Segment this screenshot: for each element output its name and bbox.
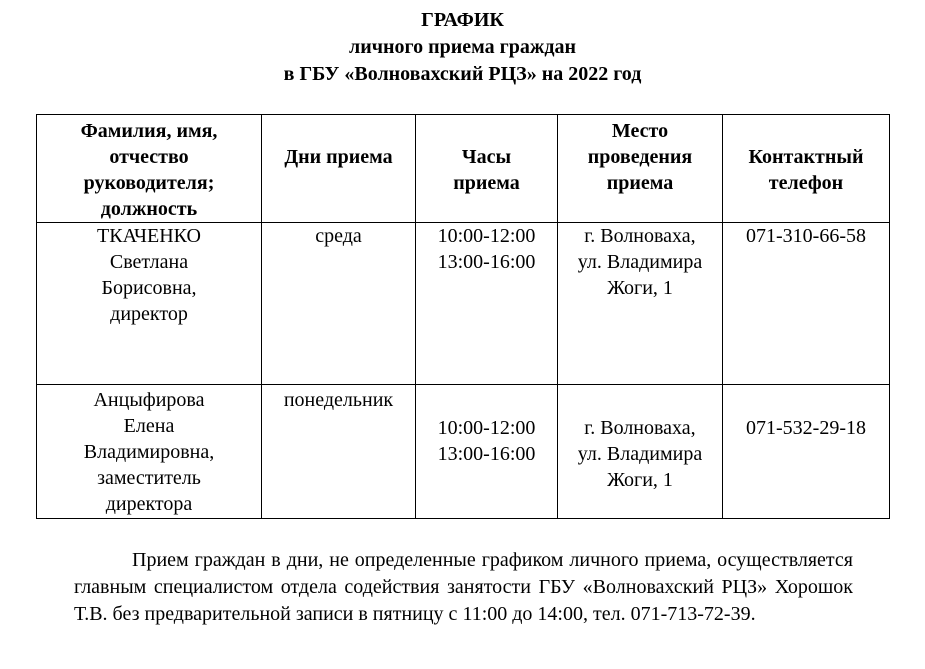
- cell-reception-hours: 10:00-12:00 13:00-16:00: [416, 385, 558, 519]
- table-header-row: [37, 115, 890, 223]
- header-contact-phone: Контактный телефон: [723, 115, 890, 223]
- document-subtitle: личного приема граждан: [348, 36, 576, 58]
- cell-reception-day: понедельник: [262, 385, 416, 519]
- header-reception-days: Дни приема: [262, 115, 416, 223]
- cell-reception-day: среда: [262, 223, 416, 385]
- cell-reception-place: г. Волноваха, ул. Владимира Жоги, 1: [558, 385, 723, 519]
- cell-contact-phone: 071-532-29-18: [723, 385, 890, 519]
- cell-reception-hours: 10:00-12:00 13:00-16:00: [416, 223, 558, 385]
- cell-reception-place: г. Волноваха, ул. Владимира Жоги, 1: [558, 223, 723, 385]
- cell-name-position: ТКАЧЕНКО Светлана Борисовна, директор: [37, 223, 262, 385]
- document-subtitle-organization: в ГБУ «Волновахский РЦЗ» на 2022 год: [283, 63, 642, 85]
- header-reception-place: Место проведения приема: [558, 115, 723, 223]
- cell-contact-phone: 071-310-66-58: [723, 223, 890, 385]
- header-name-position: Фамилия, имя, отчество руководителя; должность: [37, 115, 262, 223]
- document-title: ГРАФИК: [421, 9, 504, 31]
- reception-note: [74, 547, 853, 628]
- table-row: [37, 223, 890, 385]
- note-paragraph: Прием граждан в дни, не определенные графиком личного приема, осуществляется главным специалистом отдела содействия занятости ГБУ «Волновахский РЦЗ» Хорошок Т.В. без предварительной записи в пятницу с 11:00 до 14:00, тел. 071-713-72-39.: [74, 549, 853, 625]
- reception-schedule-table: [36, 114, 890, 519]
- cell-name-position: Анцыфирова Елена Владимировна, заместитель директора: [37, 385, 262, 519]
- table-row: [37, 385, 890, 519]
- header-reception-hours: Часы приема: [416, 115, 558, 223]
